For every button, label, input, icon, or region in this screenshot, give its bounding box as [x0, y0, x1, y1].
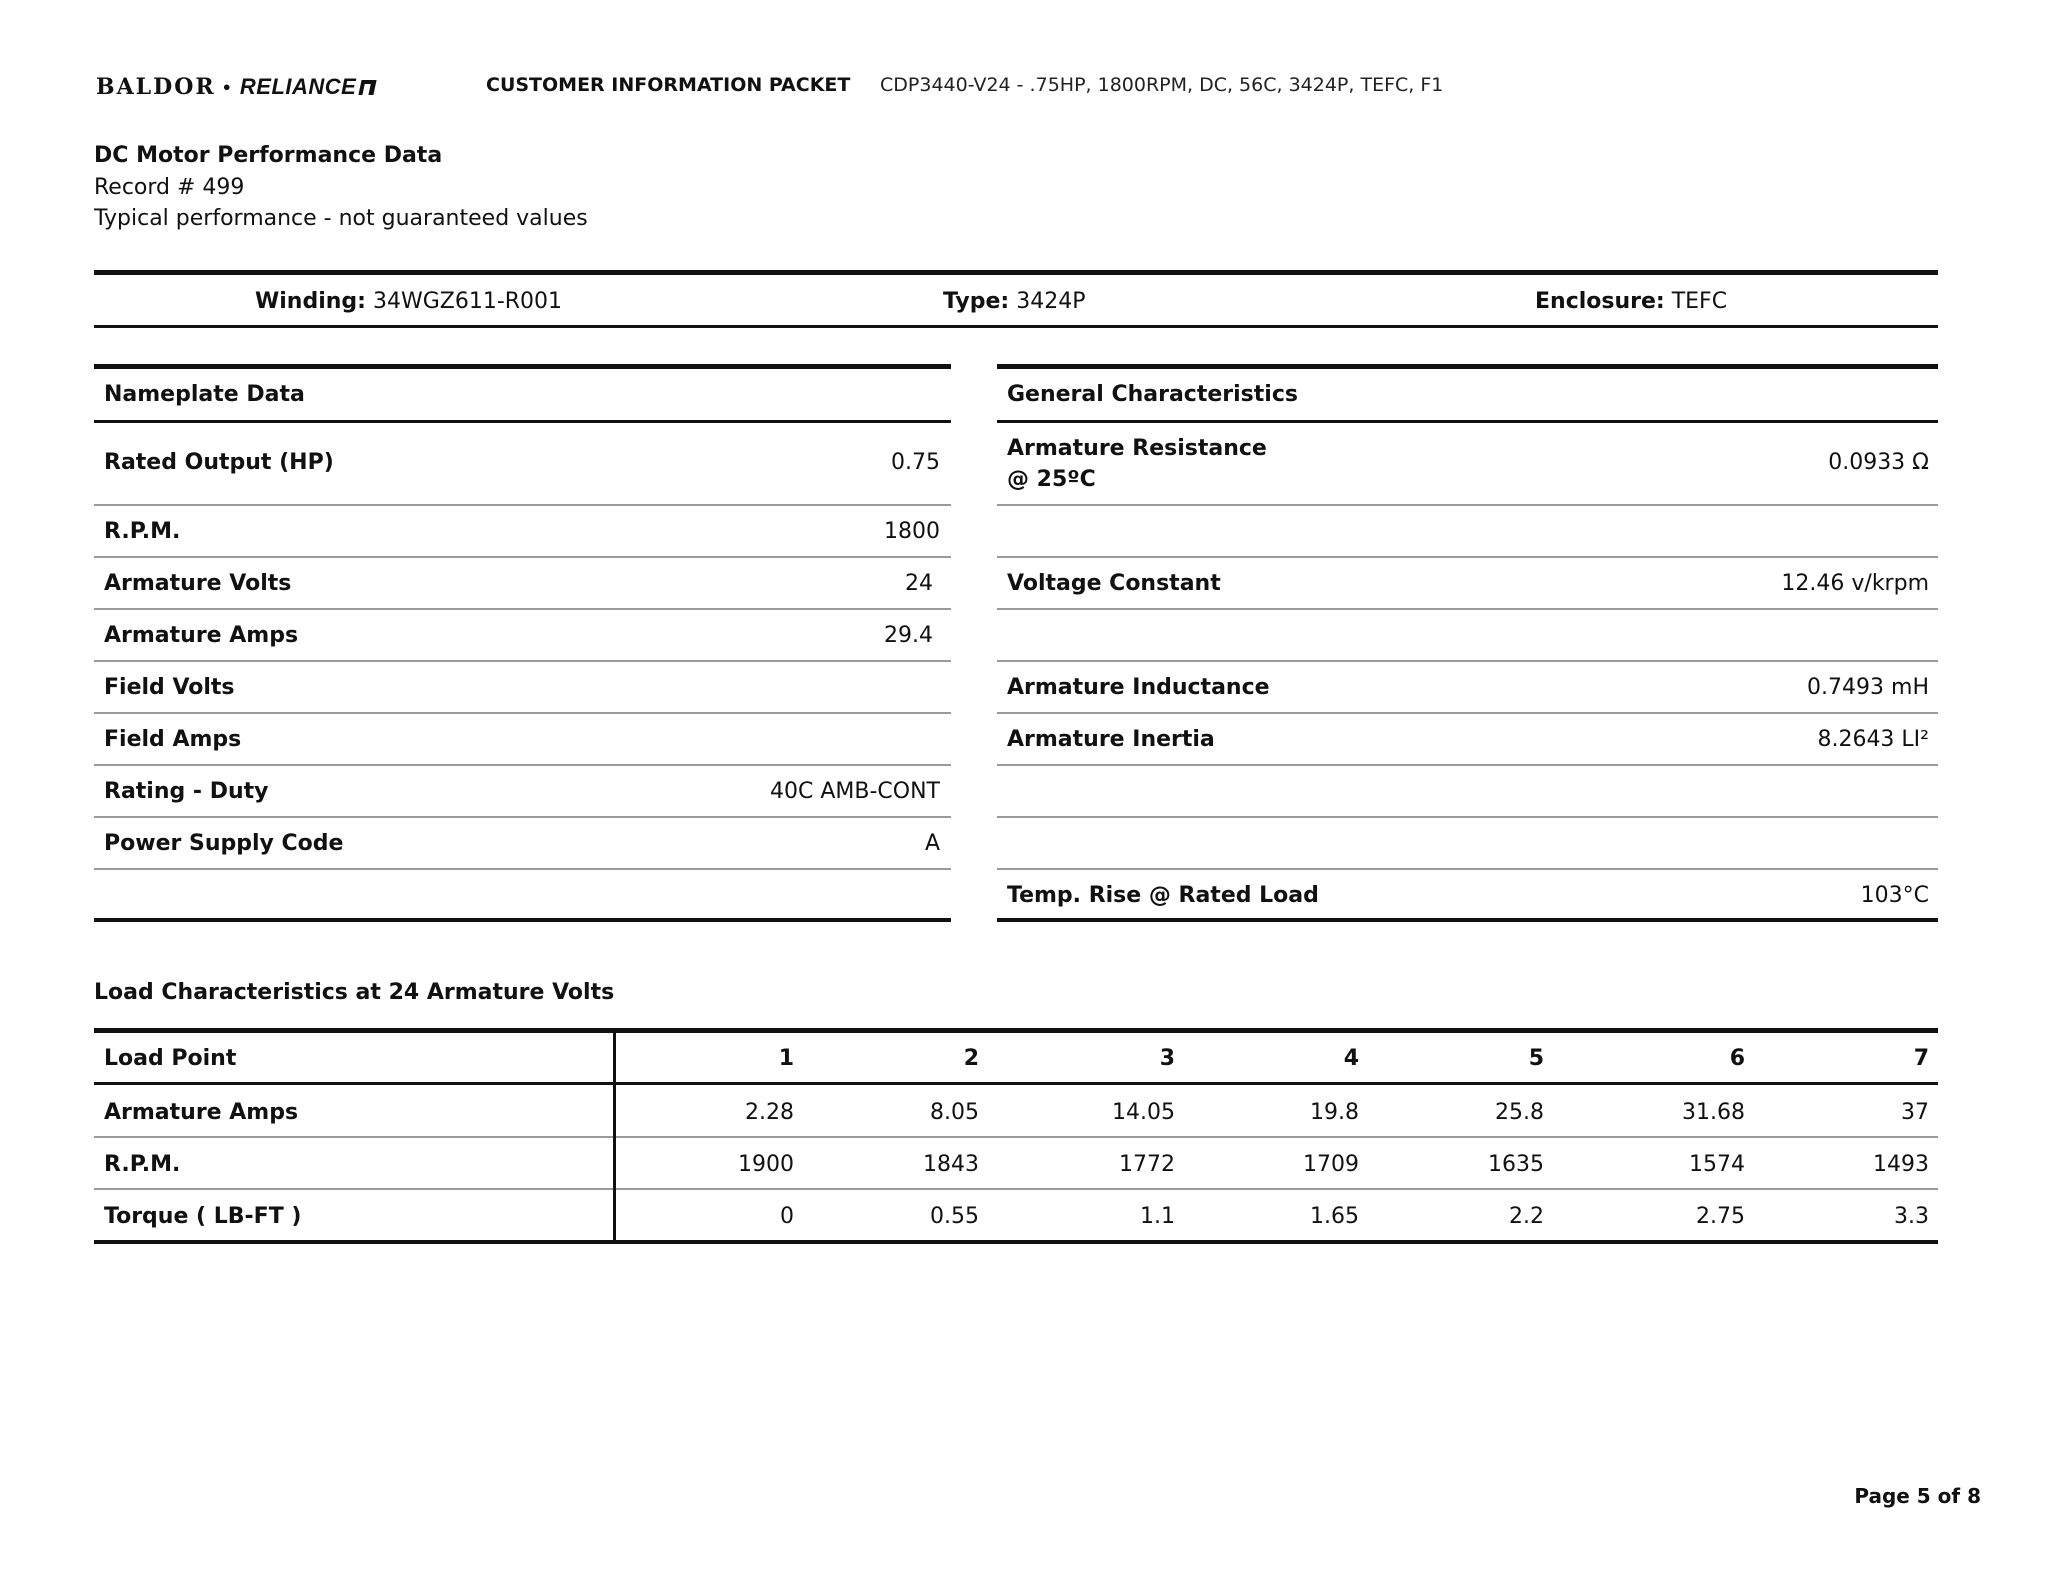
load-cell: 37 [1901, 1100, 1929, 1125]
product-description: CDP3440-V24 - .75HP, 1800RPM, DC, 56C, 3424P, TEFC, F1 [880, 74, 1444, 96]
nameplate-row-label: Field Amps [104, 727, 242, 752]
nameplate-top-rule [94, 364, 951, 369]
general-row-label: Armature Inductance [1007, 675, 1270, 700]
load-cell: 31.68 [1682, 1100, 1745, 1125]
load-row-label: R.P.M. [104, 1152, 181, 1177]
load-point-number: 3 [1159, 1046, 1175, 1071]
nameplate-bottom-rule [94, 918, 951, 922]
band-top-rule [94, 270, 1938, 275]
nameplate-row-value: 24 [905, 571, 933, 596]
nameplate-row-value: 0.75 [891, 450, 940, 475]
band-bottom-rule [94, 325, 1938, 328]
load-cell: 1843 [923, 1152, 979, 1177]
record-number: Record # 499 [94, 175, 245, 200]
general-row-label: Voltage Constant [1007, 571, 1221, 596]
load-cell: 19.8 [1310, 1100, 1359, 1125]
disclaimer-note: Typical performance - not guaranteed values [94, 206, 588, 231]
nameplate-heading: Nameplate Data [104, 382, 305, 407]
nameplate-row-label: Armature Amps [104, 623, 299, 648]
nameplate-row-label: R.P.M. [104, 519, 181, 544]
row-divider [997, 764, 1938, 766]
general-row-label: Temp. Rise @ Rated Load [1007, 883, 1319, 908]
load-cell: 2.2 [1509, 1204, 1544, 1229]
general-top-rule [997, 364, 1938, 369]
row-divider [94, 764, 951, 766]
general-bottom-rule [997, 918, 1938, 922]
load-top-rule [94, 1028, 1938, 1033]
type-field [943, 289, 1085, 314]
load-cell: 3.3 [1894, 1204, 1929, 1229]
baldor-reliance-logo [96, 72, 375, 102]
type-value: 3424P [1016, 289, 1086, 314]
page-number: Page 5 of 8 [1854, 1484, 1981, 1508]
load-cell: 0.55 [930, 1204, 979, 1229]
load-header-rule [94, 1082, 1938, 1085]
page-title: DC Motor Performance Data [94, 143, 443, 168]
row-divider [997, 556, 1938, 558]
packet-title: CUSTOMER INFORMATION PACKET [486, 74, 851, 96]
row-divider [94, 1188, 613, 1190]
logo-reliance-text: RELIANCE [239, 74, 357, 99]
nameplate-row-label: Rated Output (HP) [104, 450, 334, 475]
load-characteristics-title: Load Characteristics at 24 Armature Volts [94, 980, 615, 1005]
row-divider [997, 712, 1938, 714]
load-point-number: 4 [1343, 1046, 1359, 1071]
load-cell: 2.28 [745, 1100, 794, 1125]
load-point-number: 5 [1528, 1046, 1544, 1071]
row-divider [94, 556, 951, 558]
nameplate-row-value: A [924, 831, 940, 856]
logo-dot: • [221, 77, 234, 97]
row-divider [94, 608, 951, 610]
general-row-value: 0.0933 Ω [1828, 450, 1929, 475]
load-point-number: 7 [1913, 1046, 1929, 1071]
row-divider [616, 1136, 1938, 1138]
nameplate-row-label: Rating - Duty [104, 779, 269, 804]
row-divider [616, 1188, 1938, 1190]
load-cell: 14.05 [1112, 1100, 1175, 1125]
logo-mark-icon [359, 80, 377, 95]
load-row-label: Armature Amps [104, 1100, 299, 1125]
general-heading-rule [997, 420, 1938, 423]
load-cell: 0 [780, 1204, 794, 1229]
nameplate-row-value: 40C AMB-CONT [770, 779, 940, 804]
nameplate-row-label: Power Supply Code [104, 831, 344, 856]
general-row-value: 8.2643 LI² [1817, 727, 1929, 752]
nameplate-heading-rule [94, 420, 951, 423]
nameplate-row-label: Field Volts [104, 675, 235, 700]
load-cell: 1900 [738, 1152, 794, 1177]
row-divider [94, 868, 951, 870]
load-cell: 1709 [1303, 1152, 1359, 1177]
enclosure-field [1535, 289, 1727, 314]
row-divider [997, 816, 1938, 818]
row-divider [94, 1136, 613, 1138]
load-cell: 1.65 [1310, 1204, 1359, 1229]
logo-baldor-text: BALDOR [96, 74, 216, 100]
nameplate-row-value: 1800 [884, 519, 940, 544]
row-divider [997, 660, 1938, 662]
load-point-number: 6 [1729, 1046, 1745, 1071]
enclosure-label: Enclosure: [1535, 289, 1665, 314]
general-row-value: 12.46 v/krpm [1781, 571, 1929, 596]
row-divider [997, 504, 1938, 506]
load-bottom-rule [94, 1240, 1938, 1244]
general-row-value: 103°C [1860, 883, 1929, 908]
row-divider [94, 660, 951, 662]
row-divider [94, 712, 951, 714]
load-cell: 1493 [1873, 1152, 1929, 1177]
load-cell: 1635 [1488, 1152, 1544, 1177]
row-divider [997, 868, 1938, 870]
row-divider [94, 504, 951, 506]
enclosure-value: TEFC [1671, 289, 1728, 314]
load-cell: 2.75 [1696, 1204, 1745, 1229]
nameplate-row-value: 29.4 [884, 623, 933, 648]
load-cell: 1.1 [1140, 1204, 1175, 1229]
load-cell: 1772 [1119, 1152, 1175, 1177]
load-row-label: Torque ( LB-FT ) [104, 1204, 302, 1229]
general-row-label-line2: @ 25ºC [1007, 467, 1096, 492]
general-row-value: 0.7493 mH [1807, 675, 1929, 700]
winding-value: 34WGZ611-R001 [372, 289, 563, 314]
load-point-number: 2 [963, 1046, 979, 1071]
load-cell: 25.8 [1495, 1100, 1544, 1125]
general-heading: General Characteristics [1007, 382, 1298, 407]
row-divider [997, 608, 1938, 610]
winding-label: Winding: [255, 289, 366, 314]
winding-field [255, 289, 562, 314]
general-row-label: Armature Inertia [1007, 727, 1215, 752]
load-point-number: 1 [778, 1046, 794, 1071]
nameplate-row-label: Armature Volts [104, 571, 292, 596]
load-cell: 8.05 [930, 1100, 979, 1125]
row-divider [94, 816, 951, 818]
type-label: Type: [943, 289, 1010, 314]
load-point-header: Load Point [104, 1046, 237, 1071]
load-cell: 1574 [1689, 1152, 1745, 1177]
general-row-label: Armature Resistance [1007, 436, 1267, 461]
